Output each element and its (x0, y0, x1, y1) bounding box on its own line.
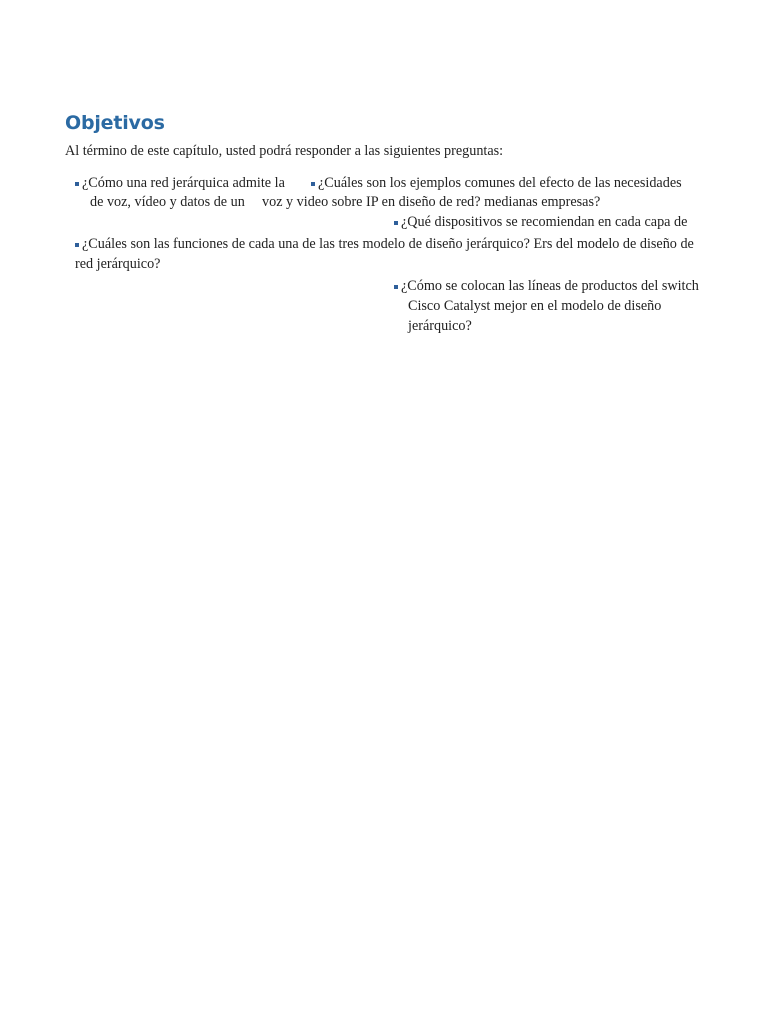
list-item (311, 173, 682, 193)
square-bullet-icon (75, 182, 79, 186)
intro-text: Al término de este capítulo, usted podrá responder a las siguientes preguntas: (65, 143, 504, 159)
list-item-text: ¿Qué dispositivos se recomiendan en cada capa de (401, 214, 688, 230)
list-item-continuation: Cisco Catalyst mejor en el modelo de diseño (408, 298, 662, 314)
page-title: Objetivos (65, 112, 165, 134)
list-item-text: ¿Cuáles son las funciones de cada una de las tres modelo de diseño jerárquico? Ers del modelo de diseño de (82, 236, 694, 252)
list-item-text: ¿Cuáles son los ejemplos comunes del efecto de las necesidades (318, 175, 682, 191)
square-bullet-icon (75, 243, 79, 247)
list-item (394, 212, 687, 232)
list-item-continuation: de voz, vídeo y datos de un (90, 194, 245, 210)
square-bullet-icon (394, 285, 398, 289)
square-bullet-icon (394, 221, 398, 225)
list-item-continuation: jerárquico? (408, 318, 472, 334)
square-bullet-icon (311, 182, 315, 186)
list-item-text: ¿Cómo se colocan las líneas de productos del switch (401, 278, 699, 294)
list-item (75, 173, 285, 193)
list-item-text: ¿Cómo una red jerárquica admite la (82, 175, 285, 191)
list-item (394, 276, 699, 296)
list-item (75, 234, 694, 254)
list-item-continuation: red jerárquico? (75, 256, 161, 272)
list-item-continuation: voz y video sobre IP en diseño de red? medianas empresas? (262, 194, 601, 210)
